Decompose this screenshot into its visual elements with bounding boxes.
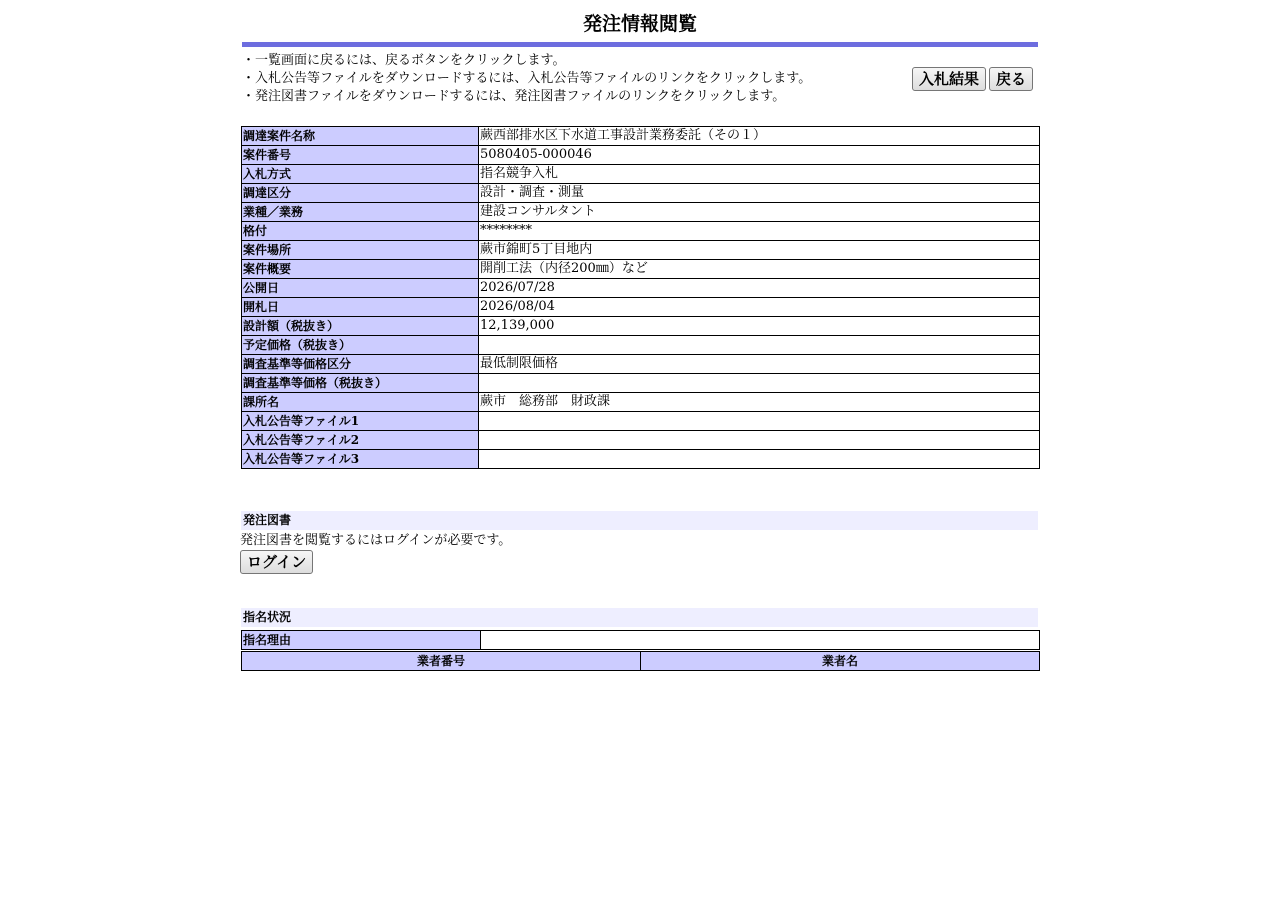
field-label: 調達案件名称 xyxy=(242,127,479,146)
table-row xyxy=(242,298,1040,317)
field-label: 案件場所 xyxy=(242,241,479,260)
field-label: 案件番号 xyxy=(242,146,479,165)
instruction-line: ・発注図書ファイルをダウンロードするには、発注図書ファイルのリンクをクリックします。 xyxy=(242,89,786,104)
order-docs-header: 発注図書 xyxy=(241,511,1038,530)
title-divider xyxy=(242,42,1038,47)
table-row xyxy=(242,241,1040,260)
order-details-table xyxy=(241,126,1040,469)
field-value: ******** xyxy=(479,222,1040,241)
table-row xyxy=(242,631,1040,650)
table-row xyxy=(242,412,1040,431)
field-label: 入札方式 xyxy=(242,165,479,184)
field-label: 調査基準等価格区分 xyxy=(242,355,479,374)
nomination-reason-value xyxy=(481,631,1040,650)
field-value: 最低制限価格 xyxy=(479,355,1040,374)
login-button-wrap xyxy=(240,550,313,574)
field-value: 蕨市 総務部 財政課 xyxy=(479,393,1040,412)
field-value: 5080405-000046 xyxy=(479,146,1040,165)
field-label: 公開日 xyxy=(242,279,479,298)
field-value xyxy=(479,374,1040,393)
login-required-message: 発注図書を閲覧するにはログインが必要です。 xyxy=(240,533,512,548)
nomination-header: 指名状況 xyxy=(241,608,1038,627)
field-label: 課所名 xyxy=(242,393,479,412)
instruction-line: ・一覧画面に戻るには、戻るボタンをクリックします。 xyxy=(242,53,566,68)
field-label: 開札日 xyxy=(242,298,479,317)
login-button[interactable]: ログイン xyxy=(240,550,313,574)
table-header-row xyxy=(242,652,1040,671)
column-header-vendor-name: 業者名 xyxy=(641,652,1040,671)
field-label: 調査基準等価格（税抜き） xyxy=(242,374,479,393)
column-header-vendor-number: 業者番号 xyxy=(242,652,641,671)
field-label: 設計額（税抜き） xyxy=(242,317,479,336)
field-label: 案件概要 xyxy=(242,260,479,279)
field-value xyxy=(479,336,1040,355)
back-button[interactable]: 戻る xyxy=(989,67,1033,91)
field-label: 入札公告等ファイル3 xyxy=(242,450,479,469)
field-label: 格付 xyxy=(242,222,479,241)
field-value: 12,139,000 xyxy=(479,317,1040,336)
table-row xyxy=(242,431,1040,450)
table-row xyxy=(242,317,1040,336)
field-value: 建設コンサルタント xyxy=(479,203,1040,222)
field-value: 2026/07/28 xyxy=(479,279,1040,298)
table-row xyxy=(242,146,1040,165)
table-row xyxy=(242,450,1040,469)
table-row xyxy=(242,260,1040,279)
table-row xyxy=(242,127,1040,146)
nomination-reason-table xyxy=(241,630,1040,650)
field-value: 蕨西部排水区下水道工事設計業務委託（その１） xyxy=(479,127,1040,146)
field-label: 入札公告等ファイル2 xyxy=(242,431,479,450)
vendor-table xyxy=(241,651,1040,671)
table-row xyxy=(242,374,1040,393)
page-title: 発注情報閲覧 xyxy=(582,13,697,35)
field-label: 入札公告等ファイル1 xyxy=(242,412,479,431)
field-value: 2026/08/04 xyxy=(479,298,1040,317)
field-label: 調達区分 xyxy=(242,184,479,203)
bid-results-button[interactable]: 入札結果 xyxy=(912,67,986,91)
instruction-line: ・入札公告等ファイルをダウンロードするには、入札公告等ファイルのリンクをクリックします。 xyxy=(242,71,812,86)
table-row xyxy=(242,184,1040,203)
field-value: 指名競争入札 xyxy=(479,165,1040,184)
nomination-reason-label: 指名理由 xyxy=(242,631,481,650)
bid-notice-file-2-link[interactable] xyxy=(479,431,1040,450)
table-row xyxy=(242,393,1040,412)
table-row xyxy=(242,165,1040,184)
instructions xyxy=(242,52,892,106)
table-row xyxy=(242,355,1040,374)
table-row xyxy=(242,203,1040,222)
bid-notice-file-3-link[interactable] xyxy=(479,450,1040,469)
field-value: 開削工法（内径200㎜）など xyxy=(479,260,1040,279)
table-row xyxy=(242,336,1040,355)
table-row xyxy=(242,222,1040,241)
bid-notice-file-1-link[interactable] xyxy=(479,412,1040,431)
field-value: 設計・調査・測量 xyxy=(479,184,1040,203)
top-button-group xyxy=(912,67,1033,91)
field-value: 蕨市錦町5丁目地内 xyxy=(479,241,1040,260)
field-label: 予定価格（税抜き） xyxy=(242,336,479,355)
table-row xyxy=(242,279,1040,298)
field-label: 業種／業務 xyxy=(242,203,479,222)
